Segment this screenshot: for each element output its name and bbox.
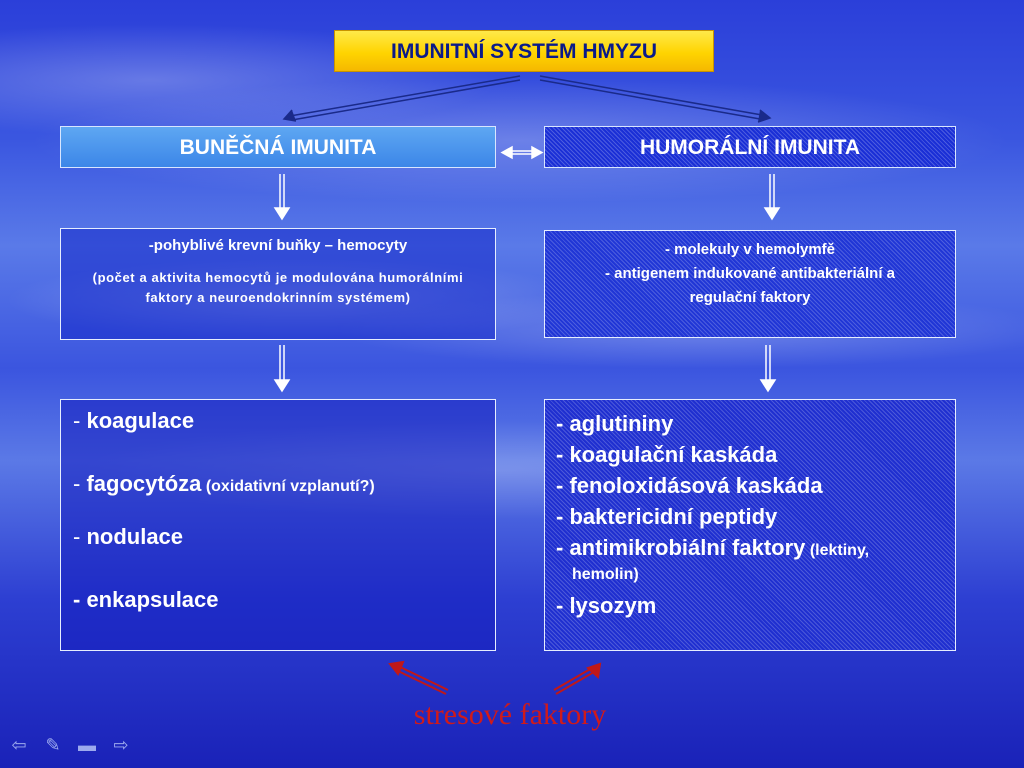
list-item (73, 471, 375, 497)
list-item-label: koagulace (86, 408, 195, 433)
list-item-label: - enkapsulace (73, 587, 219, 612)
arrow-stress-left (390, 662, 448, 694)
list-item (556, 532, 955, 566)
arrow-left-icon[interactable]: ⇦ (11, 735, 27, 755)
list-item-label: fagocytóza (86, 471, 202, 496)
list-item (73, 408, 194, 434)
arrow-title-to-left (284, 76, 520, 121)
humoral-description-line: regulační faktory (689, 289, 811, 306)
cellular-description-box (60, 228, 496, 340)
arrow-bidirectional (502, 147, 542, 158)
stress-factors-label: stresové faktory (413, 698, 607, 731)
list-item (73, 524, 183, 550)
slide-navigation (8, 735, 132, 755)
arrow-title-to-right (540, 76, 770, 122)
arrow-down-left-1 (275, 174, 289, 219)
humoral-immunity-header: HUMORÁLNÍ IMUNITA (544, 126, 956, 168)
cellular-note: (počet a aktivita hemocytů je modulována humorálními faktory a neuroendokrinním systémem) (92, 270, 464, 305)
list-item: - aglutininy (556, 411, 674, 436)
arrow-down-left-2 (275, 345, 289, 391)
arrow-right-icon[interactable]: ⇨ (113, 735, 129, 755)
list-item-label: - antimikrobiální faktory (556, 535, 806, 560)
cellular-immunity-header: BUNĚČNÁ IMUNITA (60, 126, 496, 168)
list-item-continuation: hemolin) (572, 566, 639, 583)
list-item-note: (lektiny, (805, 542, 870, 559)
humoral-description-line: - antigenem indukované antibakteriální a (604, 265, 896, 282)
list-item: - lysozym (556, 593, 657, 618)
list-item-label: nodulace (86, 524, 184, 549)
arrow-stress-right (554, 664, 600, 694)
arrow-down-right-2 (761, 345, 775, 391)
list-item (73, 587, 219, 613)
pen-icon[interactable]: ✎ (45, 735, 61, 755)
list-item: - baktericidní peptidy (556, 504, 778, 529)
menu-icon[interactable]: ▬ (78, 735, 96, 755)
list-item-note: (oxidativní vzplanutí?) (201, 478, 375, 495)
humoral-description-box (544, 230, 956, 338)
cellular-mechanisms-box (60, 399, 496, 651)
humoral-mechanisms-box (544, 399, 956, 651)
list-item: - fenoloxidásová kaskáda (556, 473, 823, 498)
list-item-prefix: - (73, 471, 87, 496)
arrow-down-right-1 (765, 174, 779, 219)
list-item-prefix: - (73, 408, 87, 433)
humoral-description-line: - molekuly v hemolymfě (664, 241, 836, 258)
list-item: - koagulační kaskáda (556, 442, 778, 467)
diagram-title: IMUNITNÍ SYSTÉM HMYZU (334, 30, 714, 72)
list-item-prefix: - (73, 524, 87, 549)
cellular-description: -pohyblivé krevní buňky – hemocyty (148, 237, 408, 254)
